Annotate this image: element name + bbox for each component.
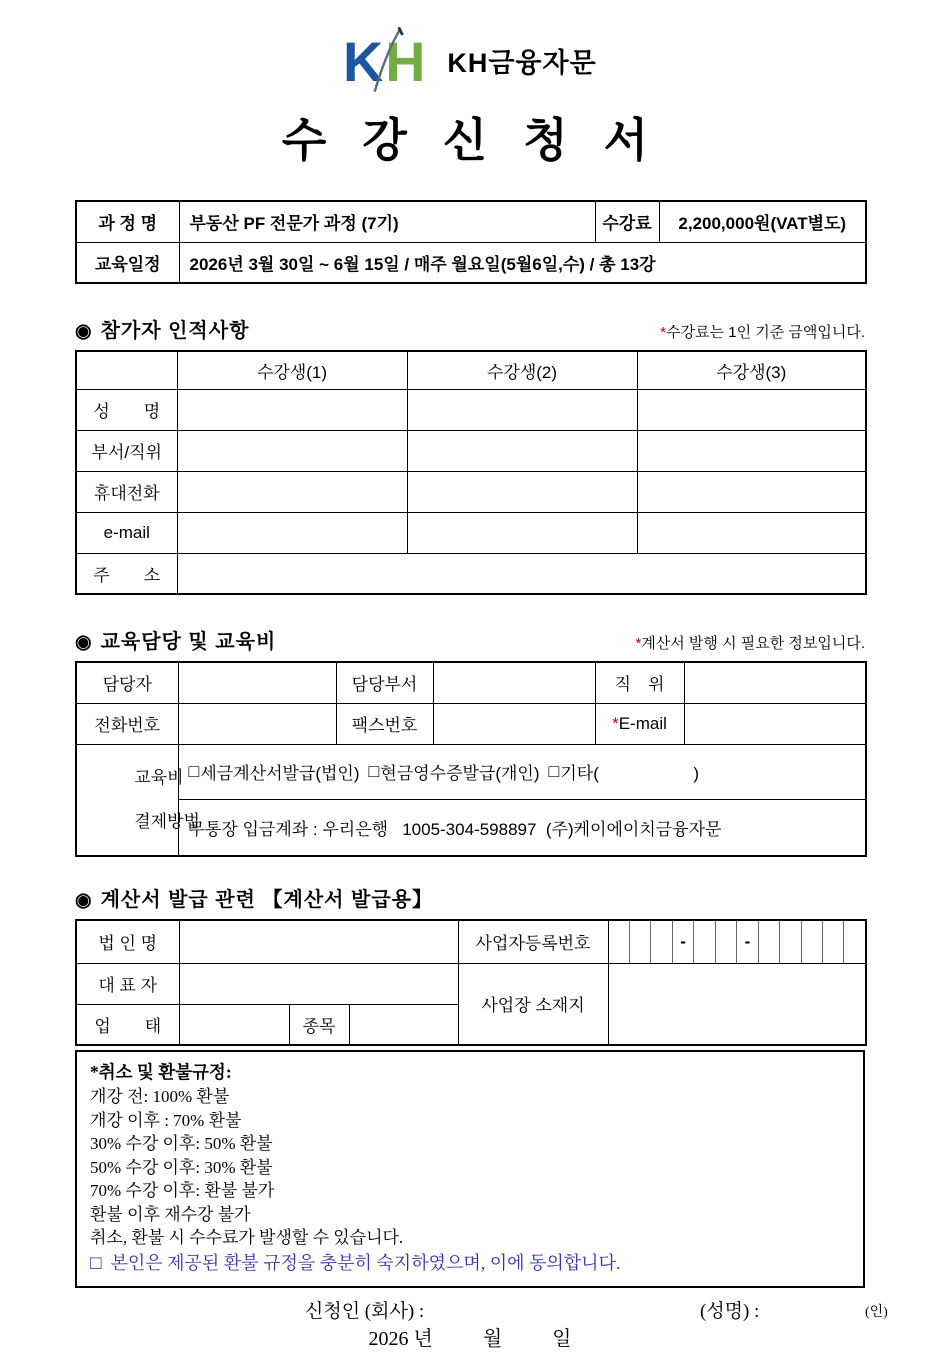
business-item-label: 종목 bbox=[289, 1004, 349, 1045]
date-line: 2026 년 월 일 bbox=[368, 1327, 572, 1350]
manager-dept-input[interactable] bbox=[433, 662, 595, 703]
regno-digit-boxes bbox=[608, 920, 866, 964]
phone-student2-input[interactable] bbox=[407, 471, 637, 512]
checkbox-icon[interactable]: □ bbox=[548, 761, 560, 782]
regno-dash: - bbox=[736, 921, 757, 963]
refund-rule: 환불 이후 재수강 불가 bbox=[90, 1204, 251, 1224]
email-row-label: e-mail bbox=[76, 512, 177, 553]
option-other[interactable]: □ 기타( ) bbox=[548, 761, 700, 784]
manager-section-title: 교육담당 및 교육비 bbox=[100, 631, 277, 653]
dept-student3-input[interactable] bbox=[637, 430, 866, 471]
manager-email-label: *E-mail bbox=[595, 703, 684, 744]
applicant-label: 신청인 (회사) : bbox=[305, 1301, 425, 1322]
refund-rule: 70% 수강 이후: 환불 불가 bbox=[90, 1181, 275, 1200]
refund-rule: 개강 이후 : 70% 환불 bbox=[90, 1110, 242, 1130]
phone-row-label: 휴대전화 bbox=[76, 471, 177, 512]
regno-label: 사업자등록번호 bbox=[458, 920, 608, 964]
signature-row bbox=[0, 1292, 935, 1326]
manager-payment-table bbox=[75, 661, 867, 857]
required-asterisk: * bbox=[635, 635, 642, 652]
course-name-label: 과 정 명 bbox=[76, 201, 179, 242]
regno-digit-input[interactable] bbox=[629, 921, 650, 963]
email-student3-input[interactable] bbox=[637, 512, 866, 553]
option-cash-receipt[interactable]: □ 현금영수증발급(개인) bbox=[368, 761, 540, 784]
tel-label: 전화번호 bbox=[76, 703, 178, 744]
checkbox-icon[interactable]: □ bbox=[368, 761, 380, 782]
ceo-label: 대 표 자 bbox=[76, 963, 179, 1004]
participants-section-header bbox=[75, 314, 865, 343]
fee-note: *수강료는 1인 기준 금액입니다. bbox=[660, 324, 865, 341]
corner-cell bbox=[76, 351, 177, 389]
required-asterisk: * bbox=[612, 713, 619, 733]
email-student1-input[interactable] bbox=[177, 512, 407, 553]
agreement-checkbox-icon[interactable]: □ bbox=[90, 1252, 102, 1274]
bullet-icon: ◉ bbox=[75, 632, 93, 653]
refund-rule: 개강 전: 100% 환불 bbox=[90, 1087, 230, 1106]
dept-student2-input[interactable] bbox=[407, 430, 637, 471]
student1-header: 수강생(1) bbox=[177, 351, 407, 389]
checkbox-icon[interactable]: □ bbox=[188, 761, 200, 782]
manager-section-header bbox=[75, 625, 865, 654]
payment-method-label: 교육비 결제방법 bbox=[76, 744, 178, 856]
kh-logo-icon bbox=[343, 26, 439, 94]
participants-table bbox=[75, 350, 867, 595]
phone-student1-input[interactable] bbox=[177, 471, 407, 512]
regno-digit-input[interactable] bbox=[715, 921, 736, 963]
position-label: 직 위 bbox=[595, 662, 684, 703]
regno-digit-input[interactable] bbox=[779, 921, 800, 963]
schedule-value: 2026년 3월 30일 ~ 6월 15일 / 매주 월요일(5월6일,수) / 총 13강 bbox=[179, 242, 866, 283]
svg-text:K: K bbox=[343, 31, 384, 94]
regno-digit-input[interactable] bbox=[650, 921, 671, 963]
business-address-label: 사업장 소재지 bbox=[458, 963, 608, 1045]
corp-name-label: 법 인 명 bbox=[76, 920, 179, 964]
phone-student3-input[interactable] bbox=[637, 471, 866, 512]
fee-value: 2,200,000원(VAT별도) bbox=[659, 201, 866, 242]
header bbox=[75, 0, 865, 96]
agreement-text: 본인은 제공된 환불 규정을 충분히 숙지하였으며, 이에 동의합니다. bbox=[110, 1252, 621, 1273]
student2-header: 수강생(2) bbox=[407, 351, 637, 389]
dept-student1-input[interactable] bbox=[177, 430, 407, 471]
position-input[interactable] bbox=[684, 662, 866, 703]
refund-rule: 50% 수강 이후: 30% 환불 bbox=[90, 1157, 273, 1177]
billing-section-header bbox=[75, 883, 865, 912]
regno-digit-input[interactable] bbox=[693, 921, 714, 963]
address-input[interactable] bbox=[177, 553, 866, 594]
regno-digit-input[interactable] bbox=[822, 921, 843, 963]
ceo-input[interactable] bbox=[179, 963, 458, 1004]
option-tax-invoice[interactable]: □ 세금계산서발급(법인) bbox=[188, 761, 360, 784]
course-name-value: 부동산 PF 전문가 과정 (7기) bbox=[179, 201, 595, 242]
company-name: KH금융자문 bbox=[447, 47, 597, 78]
payment-options-cell bbox=[178, 744, 866, 800]
regno-digit-input[interactable] bbox=[801, 921, 822, 963]
fax-input[interactable] bbox=[433, 703, 595, 744]
business-type-input[interactable] bbox=[179, 1004, 289, 1045]
agreement-row bbox=[90, 1250, 850, 1277]
business-item-input[interactable] bbox=[349, 1004, 458, 1045]
refund-rule: 취소, 환불 시 수수료가 발생할 수 있습니다. bbox=[90, 1228, 404, 1247]
bullet-icon: ◉ bbox=[75, 321, 93, 342]
course-info-table bbox=[75, 200, 867, 284]
regno-digit-input[interactable] bbox=[609, 921, 629, 963]
invoice-note: *계산서 발행 시 필요한 정보입니다. bbox=[635, 635, 865, 652]
address-row-label: 주 소 bbox=[76, 553, 177, 594]
name-student2-input[interactable] bbox=[407, 389, 637, 430]
billing-section-title: 계산서 발급 관련 【계산서 발급용】 bbox=[100, 888, 433, 911]
refund-policy-title: *취소 및 환불규정: bbox=[90, 1062, 232, 1082]
tel-input[interactable] bbox=[178, 703, 336, 744]
schedule-label: 교육일정 bbox=[76, 242, 179, 283]
required-asterisk: * bbox=[660, 324, 667, 341]
email-student2-input[interactable] bbox=[407, 512, 637, 553]
manager-dept-label: 담당부서 bbox=[336, 662, 433, 703]
page-title: 수 강 신 청 서 bbox=[281, 113, 659, 167]
fax-label: 팩스번호 bbox=[336, 703, 433, 744]
refund-rule: 30% 수강 이후: 50% 환불 bbox=[90, 1134, 273, 1153]
manager-email-input[interactable] bbox=[684, 703, 866, 744]
student3-header: 수강생(3) bbox=[637, 351, 866, 389]
name-student3-input[interactable] bbox=[637, 389, 866, 430]
name-student1-input[interactable] bbox=[177, 389, 407, 430]
regno-dash: - bbox=[672, 921, 693, 963]
corp-name-input[interactable] bbox=[179, 920, 458, 964]
business-address-input[interactable] bbox=[608, 963, 866, 1045]
bullet-icon: ◉ bbox=[75, 889, 93, 911]
fee-label: 수강료 bbox=[595, 201, 659, 242]
participants-section-title: 참가자 인적사항 bbox=[100, 320, 250, 342]
svg-text:H: H bbox=[385, 31, 426, 94]
regno-digit-input[interactable] bbox=[843, 921, 864, 963]
regno-digit-input[interactable] bbox=[758, 921, 779, 963]
business-type-label: 업 태 bbox=[76, 1004, 179, 1045]
refund-policy-box bbox=[75, 1050, 865, 1288]
dept-row-label: 부서/직위 bbox=[76, 430, 177, 471]
manager-label: 담당자 bbox=[76, 662, 178, 703]
bank-account-info: 무통장 입금계좌 : 우리은행 1005-304-598897 (주)케이에이치금융자문 bbox=[178, 800, 866, 856]
name-row-label: 성 명 bbox=[76, 389, 177, 430]
manager-input[interactable] bbox=[178, 662, 336, 703]
seal-label: (인) bbox=[865, 1305, 888, 1320]
billing-table bbox=[75, 919, 867, 1047]
signer-name-label: (성명) : bbox=[700, 1301, 760, 1322]
